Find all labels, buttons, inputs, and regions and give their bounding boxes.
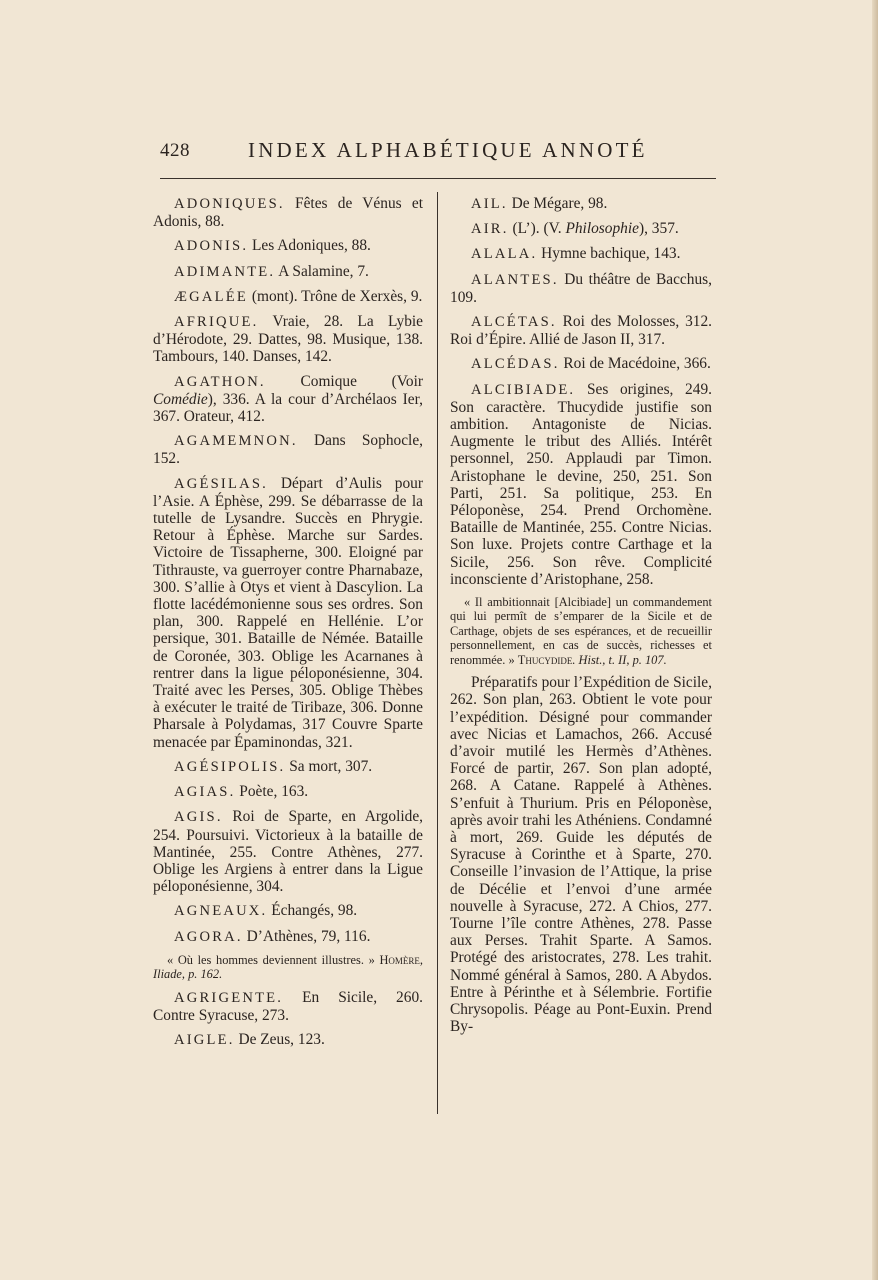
- quote-source: Homère: [379, 952, 420, 967]
- index-entry: [153, 808, 423, 895]
- index-entry: [450, 220, 712, 238]
- entry-text: De Mégare, 98.: [507, 195, 608, 212]
- headword: ADONIQUES.: [174, 196, 285, 212]
- index-entry: [153, 373, 423, 426]
- entry-text: Fêtes de Vénus et Adonis, 88.: [153, 195, 423, 231]
- entry-text: Sa mort, 307.: [285, 757, 373, 775]
- headword: AGIS.: [174, 809, 223, 826]
- index-entry-continuation: [450, 674, 712, 1035]
- index-entry: [153, 313, 423, 366]
- headword: ALCÉTAS.: [471, 314, 557, 331]
- entry-text: Départ d’Aulis pour l’Asie. A Éphèse, 299. Se débarrasse de la tutelle de Lysandre. Succès en Phrygie. Retour à Éphèse. Marche sur Sardes. Victoire de Tissapherne, 300. Eloigné par Tithrauste, va guerroyer contre Pharnabaze, 300. S’allie à Otys et vient à Dascylion. La flotte lacédémonienne sous ses ordres. Son plan, 300. Rappelé en Hellénie. L’or persique, 301. Bataille de Némée. Bataille de Coronée, 303. Oblige les Acarnanes à rentrer dans la ligue péloponésienne, 304. Traité avec les Perses, 305. Oblige Thèbes à exécuter le traité de Tiribaze, 306. Donne Pharsale à Polydamas, 317 Couvre Sparte menacée par Épaminondas, 321.: [153, 474, 423, 751]
- quote-citation: . Hist., t. II, p. 107.: [572, 652, 667, 667]
- headword: AGORA.: [174, 928, 243, 945]
- entry-text: Vraie, 28. La Lybie d’Hérodote, 29. Dattes, 98. Musique, 138. Tambours, 140. Danses, 142.: [153, 313, 423, 366]
- entry-text: Poète, 163.: [235, 783, 309, 801]
- headword: ÆGALÉE: [174, 288, 248, 305]
- headword: AGÉSILAS.: [174, 475, 268, 492]
- index-entry: [153, 928, 423, 946]
- quote-text: « Où les hommes deviennent illustres. »: [167, 952, 380, 967]
- entry-italic: Philosophie: [565, 220, 639, 238]
- index-entry: [450, 355, 712, 373]
- headword: AGATHON.: [174, 373, 266, 390]
- entry-text: Les Adoniques, 88.: [248, 237, 371, 255]
- index-entry: [153, 1031, 423, 1049]
- index-entry: [153, 237, 423, 255]
- headword: AIL.: [471, 196, 508, 212]
- entry-text: Dans Sophocle, 152.: [153, 432, 423, 468]
- entry-text: Ses origines, 249. Son caractère. Thucydide justifie son ambition. Antagoniste de Nicias. Augmente le tribut des Alliés. Intérêt personnel, 250. Applaudi par Timon. Aristophane le devine, 250, 251. Son Parti, 251. Sa politique, 253. En Péloponèse, 254. Prend Orchomène. Bataille de Mantinée, 255. Contre Nicias. Son luxe. Projets contre Carthage et la Sicile, 256. Son rêve. Complicité inconsciente d’Aristophane, 258.: [450, 380, 712, 588]
- index-entry: [153, 902, 423, 920]
- entry-text: (L’). (V.: [508, 220, 566, 238]
- headword: ADIMANTE.: [174, 263, 276, 280]
- running-head: [160, 138, 720, 168]
- entry-text: Roi de Macédoine, 366.: [559, 355, 711, 373]
- entry-text: D’Athènes, 79, 116.: [242, 927, 371, 945]
- index-entry: [153, 475, 423, 751]
- entry-text: Préparatifs pour l’Expédition de Sicile, 262. Son plan, 263. Obtient le vote pour l’expédition. Désigné pour commander avec Nicias et Lamachos, 266. Accusé d’avoir mutilé les Hermès d’Athènes. Forcé de partir, 267. Son plan adopté, 268. A Catane. Rappelé à Athènes. S’enfuit à Thurium. Pris en Péloponèse, après avoir trahi les Athéniens. Condamné à mort, 269. Guide les députés de Syracuse à Corinthe et à Sparte, 270. Conseille l’invasion de l’Attique, la prise de Décélie et l’envoi d’une armée nouvelle à Syracuse, 272. A Chios, 277. Tourne l’île contre Athènes, 278. Passe aux Perses. Trahit Sparte. A Samos. Protégé des aristocrates, 278. Les trahit. Nommé général à Samos, 280. A Abydos. Entre à Périnthe et à Sélembrie. Fortifie Chrysopolis. Péage au Pont-Euxin. Prend By-: [450, 674, 712, 1036]
- headword: AGÉSIPOLIS.: [174, 758, 286, 775]
- index-entry: [153, 432, 423, 467]
- entry-text: Roi des Molosses, 312. Roi d’Épire. Allié de Jason II, 317.: [450, 313, 712, 349]
- page-number: 428: [160, 140, 190, 161]
- index-entry: [153, 758, 423, 776]
- quote-citation: , Iliade, p. 162.: [153, 952, 423, 982]
- index-entry: [153, 195, 423, 230]
- left-column: [153, 195, 423, 1056]
- index-entry: [450, 381, 712, 588]
- headword: ALCÉDAS.: [471, 356, 560, 373]
- headword: ALCIBIADE.: [471, 381, 576, 398]
- entry-text: De Zeus, 123.: [234, 1030, 325, 1048]
- index-entry: [450, 271, 712, 306]
- entry-text: A Salamine, 7.: [275, 262, 369, 280]
- headword: AGIAS.: [174, 784, 236, 801]
- headword: AIGLE.: [174, 1031, 235, 1048]
- index-entry: [153, 263, 423, 281]
- page-title: INDEX ALPHABÉTIQUE ANNOTÉ: [248, 138, 648, 162]
- entry-text: Roi de Sparte, en Argolide, 254. Poursuivi. Victorieux à la bataille de Mantinée, 255. Contre Athènes, 277. Oblige les Argiens à entrer dans la Ligue péloponésienne, 304.: [153, 808, 423, 896]
- entry-text: ), 357.: [638, 220, 679, 238]
- headword: AGRIGENTE.: [174, 989, 284, 1006]
- right-column: [450, 195, 712, 1042]
- headword: ALALA.: [471, 246, 538, 263]
- index-entry: [450, 313, 712, 348]
- headword: ADONIS.: [174, 238, 249, 255]
- entry-text: Échangés, 98.: [267, 902, 358, 920]
- header-rule: [160, 178, 716, 179]
- headword: ALANTES.: [471, 271, 559, 288]
- entry-italic: Comédie: [153, 390, 208, 408]
- quote-text: « Il ambitionnait [Alcibiade] un commandement qui lui permît de s’emparer de la Sicile et de Carthage, objets de ses espérances, et de recueillir personnellement, en cas de succès, richesses et renommée. »: [450, 595, 712, 667]
- index-entry: [450, 245, 712, 263]
- headword: AGNEAUX.: [174, 903, 268, 920]
- index-entry: [153, 989, 423, 1024]
- headword: AGAMEMNON.: [174, 433, 298, 450]
- headword: AIR.: [471, 221, 509, 238]
- column-divider: [437, 192, 438, 1114]
- headword: AFRIQUE.: [174, 314, 259, 331]
- quote-source: Thucydide: [517, 652, 573, 667]
- entry-text: ), 336. A la cour d’Archélaos Ier, 367. Orateur, 412.: [153, 390, 423, 426]
- entry-text: Du théâtre de Bacchus, 109.: [450, 270, 712, 306]
- index-entry: [450, 195, 712, 213]
- entry-text: En Sicile, 260. Contre Syracuse, 273.: [153, 988, 423, 1024]
- entry-text: Hymne bachique, 143.: [537, 245, 681, 263]
- entry-text: Comique (Voir: [265, 372, 423, 390]
- quotation: [450, 595, 712, 667]
- index-entry: [153, 288, 423, 306]
- entry-text: (mont). Trône de Xerxès, 9.: [248, 287, 423, 305]
- index-entry: [153, 783, 423, 801]
- quotation: [153, 953, 423, 982]
- page-edge: [872, 0, 878, 1280]
